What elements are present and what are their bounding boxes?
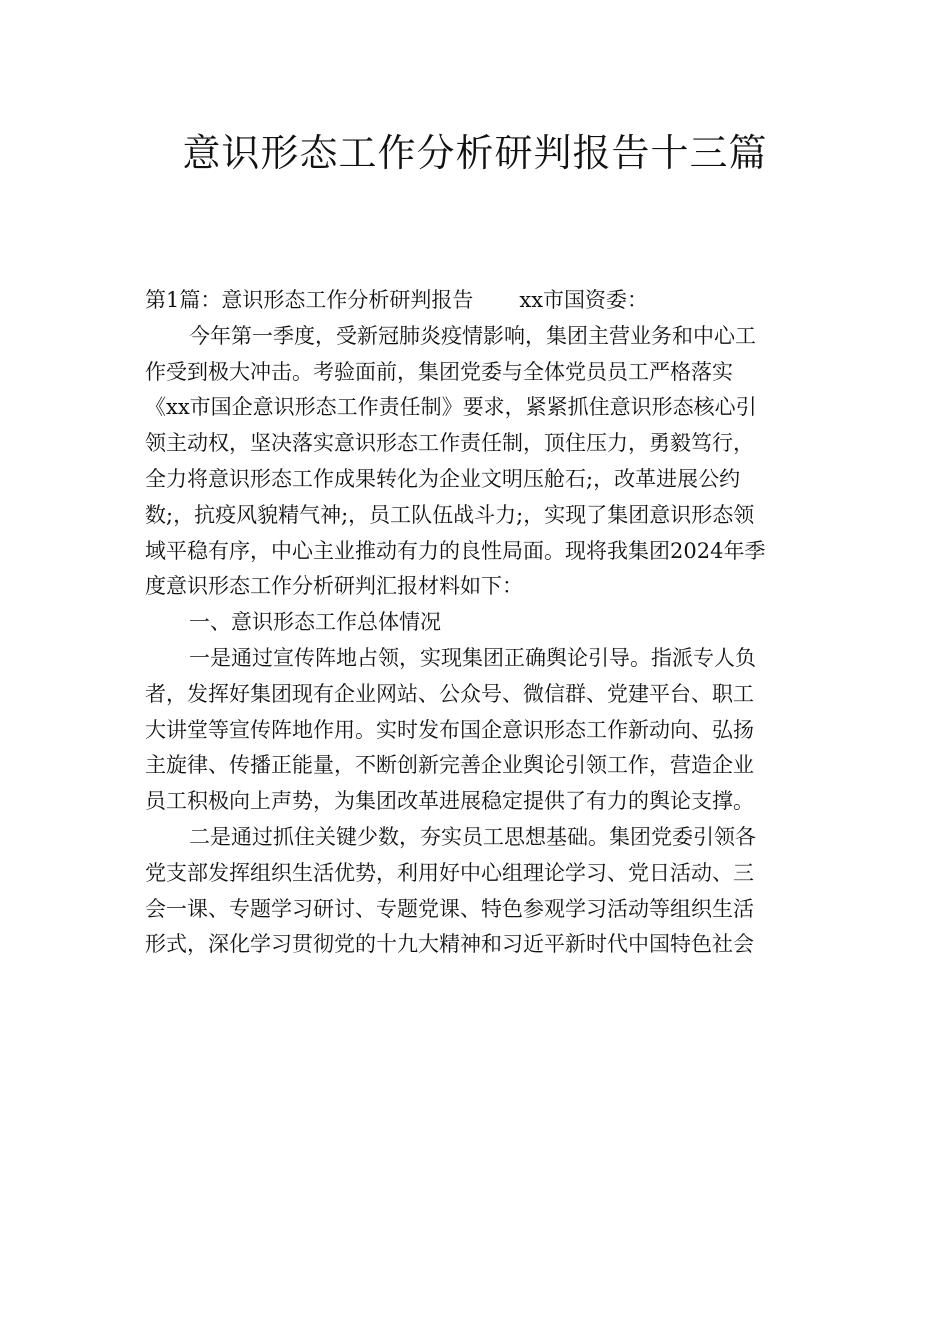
document-title: 意识形态工作分析研判报告十三篇 (182, 131, 768, 175)
text-line: 《xx市国企意识形态工作责任制》要求，紧紧抓住意识形态核心引 (145, 395, 757, 420)
text-line: 大讲堂等宣传阵地作用。实时发布国企意识形态工作新动向、弘扬 (145, 717, 754, 742)
text-line: 二是通过抓住关键少数，夯实员工思想基础。集团党委引领各 (189, 824, 756, 849)
text-line: 一、意识形态工作总体情况 (189, 610, 441, 635)
chapter-recipient: xx市国资委： (519, 288, 649, 312)
text-line: 形式，深化学习贯彻党的十九大精神和习近平新时代中国特色社会 (145, 932, 754, 957)
text-line: 者，发挥好集团现有企业网站、公众号、微信群、党建平台、职工 (145, 681, 754, 706)
text-line: 今年第一季度，受新冠肺炎疫情影响，集团主营业务和中心工 (189, 323, 756, 348)
text-line: 全力将意识形态工作成果转化为企业文明压舱石;，改革进展公约 (145, 466, 741, 491)
text-line: 数;，抗疫风貌精气神;，员工队伍战斗力;，实现了集团意识形态领 (145, 502, 755, 527)
chapter-heading (145, 283, 809, 319)
chapter-label: 第1篇：意识形态工作分析研判报告 (145, 288, 474, 312)
text-line: 作受到极大冲击。考验面前，集团党委与全体党员员工严格落实 (145, 359, 733, 384)
text-line: 员工积极向上声势，为集团改革进展稳定提供了有力的舆论支撑。 (145, 789, 754, 814)
text-line: 域平稳有序，中心主业推动有力的良性局面。现将我集团2024年季 (145, 538, 766, 563)
text-line: 党支部发挥组织生活优势，利用好中心组理论学习、党日活动、三 (145, 860, 754, 885)
paragraph-lines (145, 319, 809, 963)
text-line: 主旋律、传播正能量，不断创新完善企业舆论引领工作，营造企业 (145, 753, 754, 778)
document-body (145, 283, 809, 963)
text-line: 度意识形态工作分析研判汇报材料如下： (145, 574, 523, 599)
text-line: 一是通过宣传阵地占领，实现集团正确舆论引导。指派专人负 (189, 645, 756, 670)
text-line: 领主动权，坚决落实意识形态工作责任制，顶住压力，勇毅笃行， (145, 431, 754, 456)
text-line: 会一课、专题学习研讨、专题党课、特色参观学习活动等组织生活 (145, 896, 754, 921)
